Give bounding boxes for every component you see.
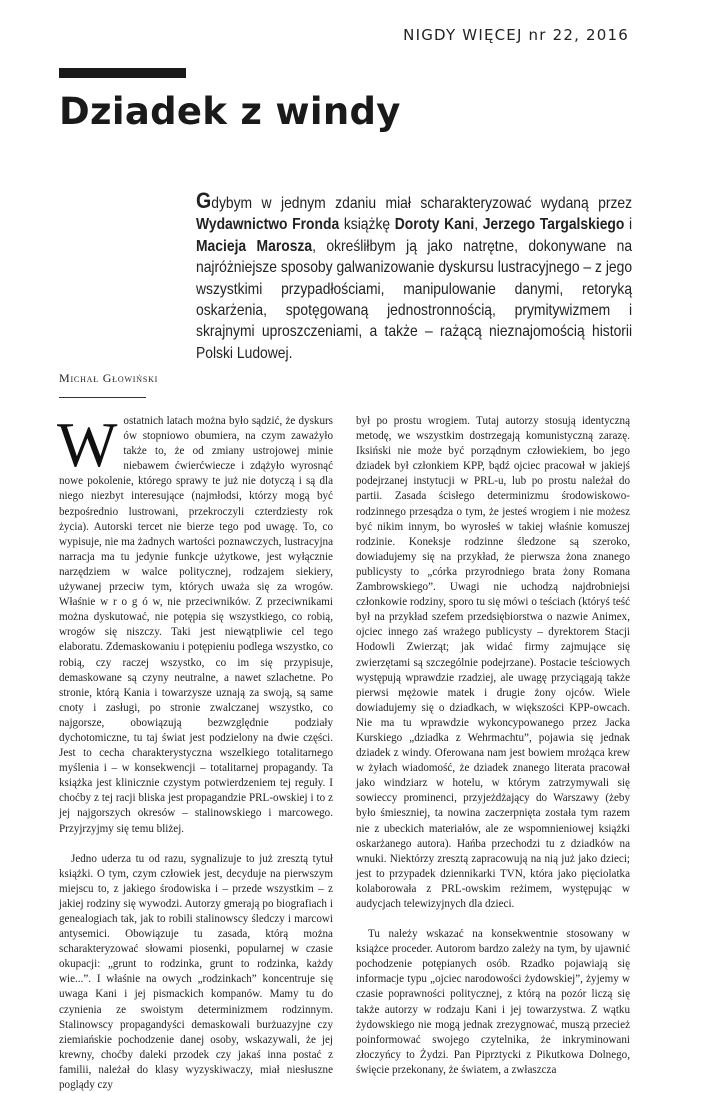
lead-text-2: książkę [339,216,395,234]
body-paragraph: Jedno uderza tu od razu, sygnalizuje to już zresztą tytuł książki. O tym, czym człowiek jest, decyduje na pierwszym miejscu to, z jakiego środowiska i – przede wszystkim – z jakiej rodziny się wywodzi. Autorzy gmerają po biografiach i genealogiach tak, jak to robili stalinowscy śledczy i marcowi antysemici. Obowiązuje tu zasada, którą można scharakteryzować słowami piosenki, popularnej w czasie okupacji: „grunt to rodzinka, grunt to rodzinka, każdy wie...”. I właśnie na owych „rodzinkach” koncentruje się uwaga Kani i jej pismackich kompanów. Mamy tu do czynienia ze swoistym determinizmem rodzinnym. Stalinowscy propagandyści demaskowali burżuazyjne czy ziemiańskie pochodzenie danej osoby, wskazywali, że jej krewny, choćby daleki przodek czy jakaś inna postać z familii, należał do klasy wyzyskiwaczy, miał niesłuszne poglądy czy [59,852,333,1092]
journal-header: NIGDY WIĘCEJ nr 22, 2016 [403,26,629,44]
lead-first-letter: G [196,188,212,213]
article-title: Dziadek z windy [59,90,401,133]
lead-author-3: Macieja Marosza [196,237,313,255]
lead-text-1: dybym w jednym zdaniu miał scharakteryzować wydaną przez [211,195,633,212]
lead-author-1: Doroty Kani [394,216,475,234]
article-lead [196,190,632,364]
author-byline: Michał Głowiński [59,371,159,385]
lead-publisher: Wydawnictwo Fronda [196,216,340,234]
body-column-right [356,414,630,1078]
drop-cap: W [57,409,118,480]
body-paragraph [57,409,333,837]
title-rule-bar [59,68,186,78]
body-paragraph: był po prostu wrogiem. Tutaj autorzy stosują identyczną metodę, we wszystkim dostrzegają komunistyczną zarazę. Iksiński nie może być porządnym człowiekiem, bo jego dziadek był członkiem KPP, bądź ojciec pracował w jakiejś podejrzanej instytucji w PRL-u, lub po prostu należał do partii. Zasada ścisłego determinizmu środowiskowo-rodzinnego przesądza o tym, że jesteś wrogiem i nie możesz być nikim innym, bo wyrosłeś w takiej właśnie komuszej rodzinie. Koneksje rodzinne śledzone są szeroko, dowiadujemy się na przykład, że pierwsza żona znanego publicysty to „córka przyrodniego brata żony Romana Zambrowskiego”. Uwagi nie uchodzą najdrobniejsi członkowie rodziny, sporo tu się mówi o teściach (któryś teść był na przykład szefem przedsiębiorstwa o nazwie Animex, ojciec innego zaś wrażego publicysty – dyrektorem Stacji Hodowli Zwierząt; jak widać firmy zajmujące się zwierzętami są szczególnie podejrzane). Postacie teściowych występują wprawdzie rzadziej, ale uwagę przyciągają także pierwsi mężowie matek i drugie żony ojców. Wiele dowiadujemy się o dziadkach, w większości KPP-owcach. Nie ma tu wprawdzie wykoncypowanego przez Jacka Kurskiego „dziadka z Wehrmachtu”, pojawia się jednak dziadek z windy. Oferowana nam jest bowiem mrożąca krew w żyłach wiadomość, że dziadek znanego literata pracował jako windziarz w hotelu, w którym zatrzymywali się sowieccy prominenci, przyjeżdżający do Warszawy (żeby było śmieszniej, ta nowina zaczerpnięta została tym razem nie z ubeckich materiałów, ale ze wspomnieniowej książki oskarżanego autora). Hańba przechodzi tu z dziadków na wnuki. Niektórzy zresztą zapracowują na nią już jako dzieci; jest to przypadek dziennikarki TVN, która jako pięciolatka kolaborowała z PRL-owskim reżimem, występując w audycjach telewizyjnych dla dzieci. [356,415,630,910]
byline-rule [59,397,146,398]
body-paragraph-text: ostatnich latach można było sądzić, że dyskurs ów stopniowo obumiera, na czym zaważyło także to, że od zmiany ustrojowej minie niebawem ćwierćwiecze i zdążyło wyrosnąć nowe pokolenie, którego sprawy te już nie dotyczą i są dla niego niezbyt interesujące (najmłodsi, którzy mogą być bezpośrednio lustrowani, przekroczyli czterdziesty rok życia). Autorski tercet nie bierze tego pod uwagę. To, co wypisuje, nie ma żadnych wartości poznawczych, lustracyjna narracja ma tu jedynie funkcje użytkowe, jest wyłącznie narzędziem w walce politycznej, rodzajem siekiery, używanej przeciw tym, których uważa się za wrogów. Właśnie w r o g ó w, nie przeciwników. Z przeciwnikami można dyskutować, nie potępia się wszystkiego, co robią, wrogów się niszczy. Taki jest niewątpliwie cel tego elaboratu. Zdemaskowaniu i potępieniu podlega wszystko, co robią, czy raczej wszystko, co im się przypisuje, demaskowane są czyny neutralne, a nawet szlachetne. Po stronie, którą Kania i towarzysze uznają za swoją, są same cnoty i zasługi, po stronie zwalczanej wszystko, co najgorsze, obowiązują bezwzględnie podziały dychotomiczne, tu taj świat jest podzielony na dwie części. Jest to cecha charakterystyczna wszelkiego totalitarnego myślenia i – w konsekwencji – totalitarnej propagandy. Ta książka jest klinicznie czystym potwierdzeniem tej reguły. I choćby z tej racji bliska jest propagandzie PRL-owskiej i to z jej najgorszych okresów – stalinowskiego i marcowego. Przyjrzyjmy się temu bliżej. [59,415,333,835]
lead-sep-1: , [474,216,483,234]
lead-text-3: , określiłbym ją jako natrętne, dokonywane na najróżniejsze sposoby galwanizowanie dyskursu lustracyjnego – z jego wszystkimi przypadłościami, manipulowanie danymi, retoryką oskarżenia, spotęgowaną jednostronnością, prymitywizmem i skrajnymi uproszczeniami, a także – rażącą nieznajomością historii Polski Ludowej. [196,237,633,362]
lead-sep-2: i [624,216,633,234]
lead-author-2: Jerzego Targalskiego [482,216,625,234]
body-column-left [57,409,333,1093]
body-paragraph: Tu należy wskazać na konsekwentnie stosowany w książce proceder. Autorom bardzo zależy na tym, by ujawnić pochodzenie potępianych osób. Rzadko pojawiają się informacje typu „ojciec narodowości żydowskiej”, żyjemy w czasie poprawności politycznej, z którą na pozór liczą się także autorzy w rodzaju Kani i jej towarzystwa. Z wątku żydowskiego nie mogą jednak zrezygnować, muszą przecież poinformować swojego czytelnika, że inkryminowani złoczyńcy to Żydzi. Pan Piprztycki z Pikutkowa Dolnego, święcie przekonany, że światem, a zwłaszcza [356,928,630,1076]
